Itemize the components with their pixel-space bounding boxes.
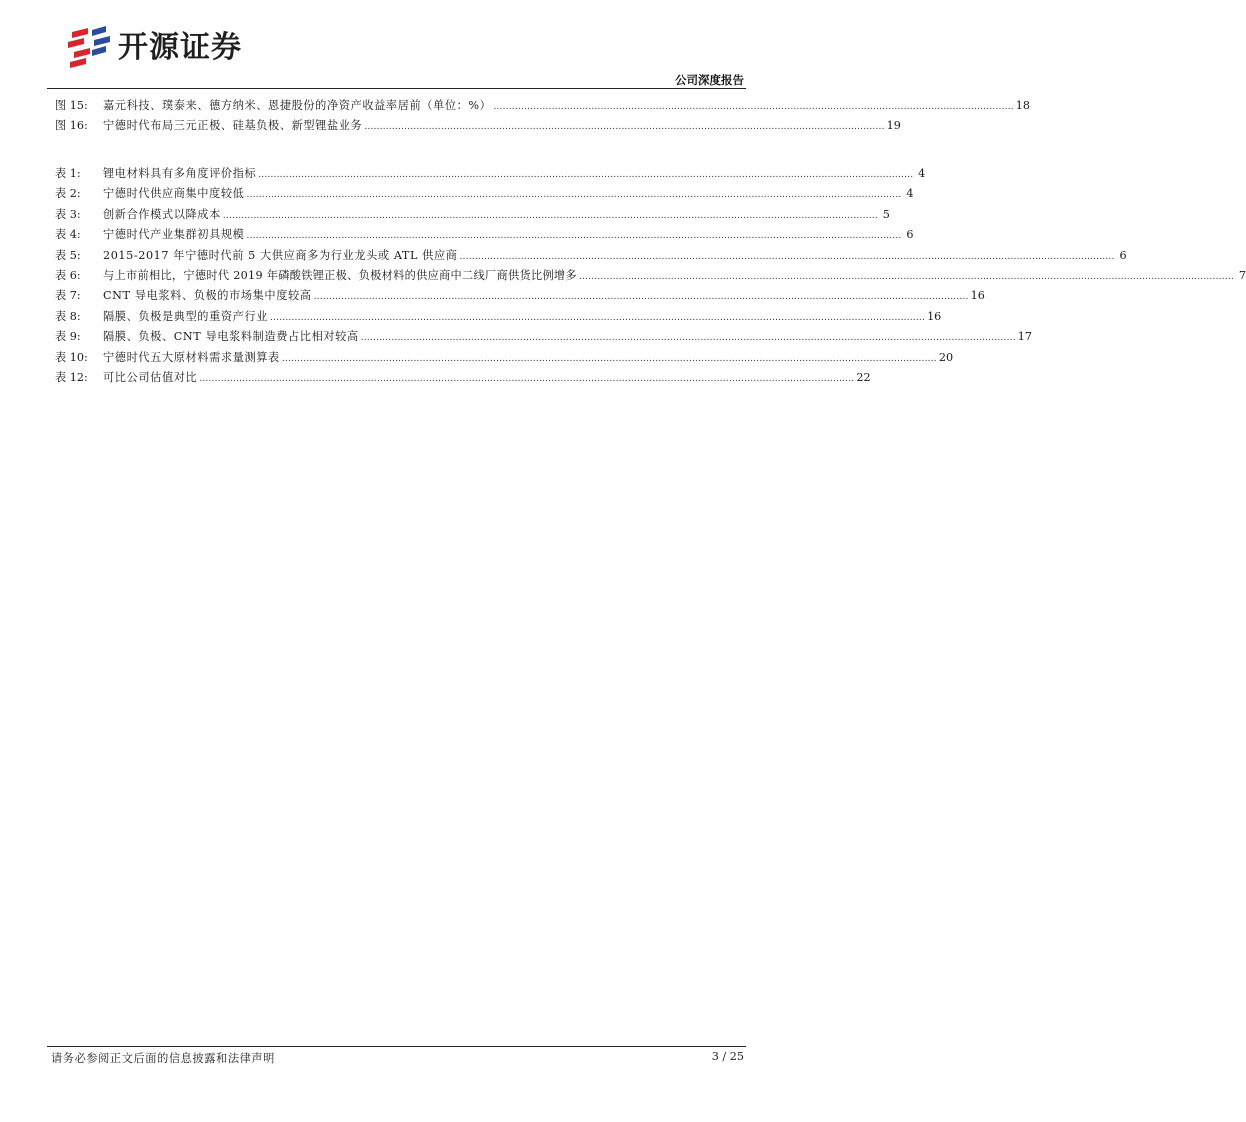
- entry-title: 隔膜、负极是典型的重资产行业: [103, 309, 269, 323]
- entry-page: 16: [970, 289, 985, 303]
- entry-title: 隔膜、负极、CNT 导电浆料制造费占比相对较高: [103, 330, 359, 344]
- entry-label: 表 7:: [55, 289, 81, 303]
- entry-label: 表 10:: [55, 350, 88, 364]
- entry-title: 可比公司估值对比: [103, 370, 198, 384]
- dot-leader: ......................................................................................................................................................................................................................: [222, 210, 878, 221]
- entry-page: 6: [906, 228, 914, 242]
- toc-entry[interactable]: [55, 184, 914, 204]
- dot-leader: ......................................................................................................................................................................................................................: [246, 190, 902, 201]
- entry-label: 表 12:: [55, 370, 88, 384]
- entry-title: 2015-2017 年宁德时代前 5 大供应商多为行业龙头或 ATL 供应商: [103, 248, 458, 262]
- footer-divider: [47, 1046, 746, 1047]
- dot-leader: ......................................................................................................................................................................................................................: [258, 170, 914, 180]
- kaiyuan-logo-icon: [66, 26, 112, 70]
- entry-label: 表 4:: [55, 228, 81, 242]
- toc-entry[interactable]: [55, 368, 871, 388]
- entry-page: 16: [927, 309, 942, 323]
- toc-entry[interactable]: [55, 225, 914, 245]
- entry-label: 表 6:: [55, 268, 81, 282]
- dot-leader: ......................................................................................................................................................................................................................: [578, 271, 1234, 282]
- toc-entry[interactable]: [55, 205, 890, 225]
- entry-label: 图 16:: [55, 119, 88, 133]
- toc-entry[interactable]: [55, 96, 1031, 116]
- entry-page: 6: [1119, 248, 1127, 262]
- page-indicator: 3 / 25: [711, 1050, 744, 1063]
- entry-title: 宁德时代产业集群初具规模: [103, 228, 245, 242]
- entry-label: 表 8:: [55, 309, 81, 323]
- dot-leader: ......................................................................................................................................................................................................................: [270, 312, 926, 323]
- entry-title: 与上市前相比，宁德时代 2019 年磷酸铁锂正极、负极材料的供应商中二线厂商供货比例增多: [103, 268, 577, 282]
- dot-leader: ......................................................................................................................................................................................................................: [360, 333, 1016, 344]
- dot-leader: ......................................................................................................................................................................................................................: [281, 353, 937, 364]
- figure-list: [55, 96, 1031, 137]
- entry-title: 锂电材料具有多角度评价指标: [103, 167, 257, 180]
- dot-leader: ..........................................................................................................................................................................: [364, 122, 885, 133]
- entry-title: CNT 导电浆料、负极的市场集中度较高: [103, 289, 312, 303]
- entry-label: 表 2:: [55, 187, 81, 201]
- entry-title: 宁德时代供应商集中度较低: [103, 187, 245, 201]
- entry-page: 20: [938, 350, 954, 364]
- entry-page: 7: [1238, 268, 1246, 282]
- entry-label: 表 9:: [55, 330, 81, 344]
- toc-entry[interactable]: [55, 164, 926, 184]
- toc-entry[interactable]: [55, 348, 954, 368]
- entry-title: 宁德时代布局三元正极、硅基负极、新型锂盐业务: [103, 119, 363, 133]
- entry-page: 4: [918, 167, 926, 180]
- toc-entry[interactable]: [55, 266, 1246, 286]
- entry-label: 图 15:: [55, 99, 88, 112]
- entry-label: 表 5:: [55, 248, 81, 262]
- toc-entry[interactable]: [55, 307, 942, 327]
- dot-leader: ..........................................................................................................................................................................: [493, 102, 1014, 112]
- entry-page: 22: [856, 370, 871, 384]
- toc-entry[interactable]: [55, 286, 985, 306]
- logo-text: 开源证券: [118, 30, 242, 65]
- report-type: 公司深度报告: [675, 73, 744, 87]
- entry-page: 18: [1015, 99, 1031, 112]
- dot-leader: ......................................................................................................................................................................................................................: [313, 292, 969, 303]
- entry-title: 嘉元科技、璞泰来、德方纳米、恩捷股份的净资产收益率居前（单位：%）: [103, 99, 492, 112]
- entry-title: 宁德时代五大原材料需求量测算表: [103, 350, 280, 364]
- entry-label: 表 1:: [55, 167, 81, 180]
- toc-entry[interactable]: [55, 327, 1033, 347]
- entry-page: 5: [882, 207, 890, 221]
- toc-entry[interactable]: [55, 116, 901, 136]
- dot-leader: ......................................................................................................................................................................................................................: [199, 373, 855, 384]
- company-logo: [66, 26, 242, 70]
- disclaimer-text: 请务必参阅正文后面的信息披露和法律声明: [51, 1052, 275, 1065]
- entry-page: 17: [1017, 330, 1033, 344]
- entry-title: 创新合作模式以降成本: [103, 207, 221, 221]
- entry-label: 表 3:: [55, 207, 81, 221]
- toc-entry[interactable]: [55, 246, 1127, 266]
- dot-leader: ......................................................................................................................................................................................................................: [246, 231, 902, 242]
- table-list: [55, 164, 1246, 388]
- entry-page: 4: [906, 187, 914, 201]
- header-divider: [47, 88, 746, 89]
- entry-page: 19: [886, 119, 901, 133]
- dot-leader: ......................................................................................................................................................................................................................: [459, 251, 1115, 262]
